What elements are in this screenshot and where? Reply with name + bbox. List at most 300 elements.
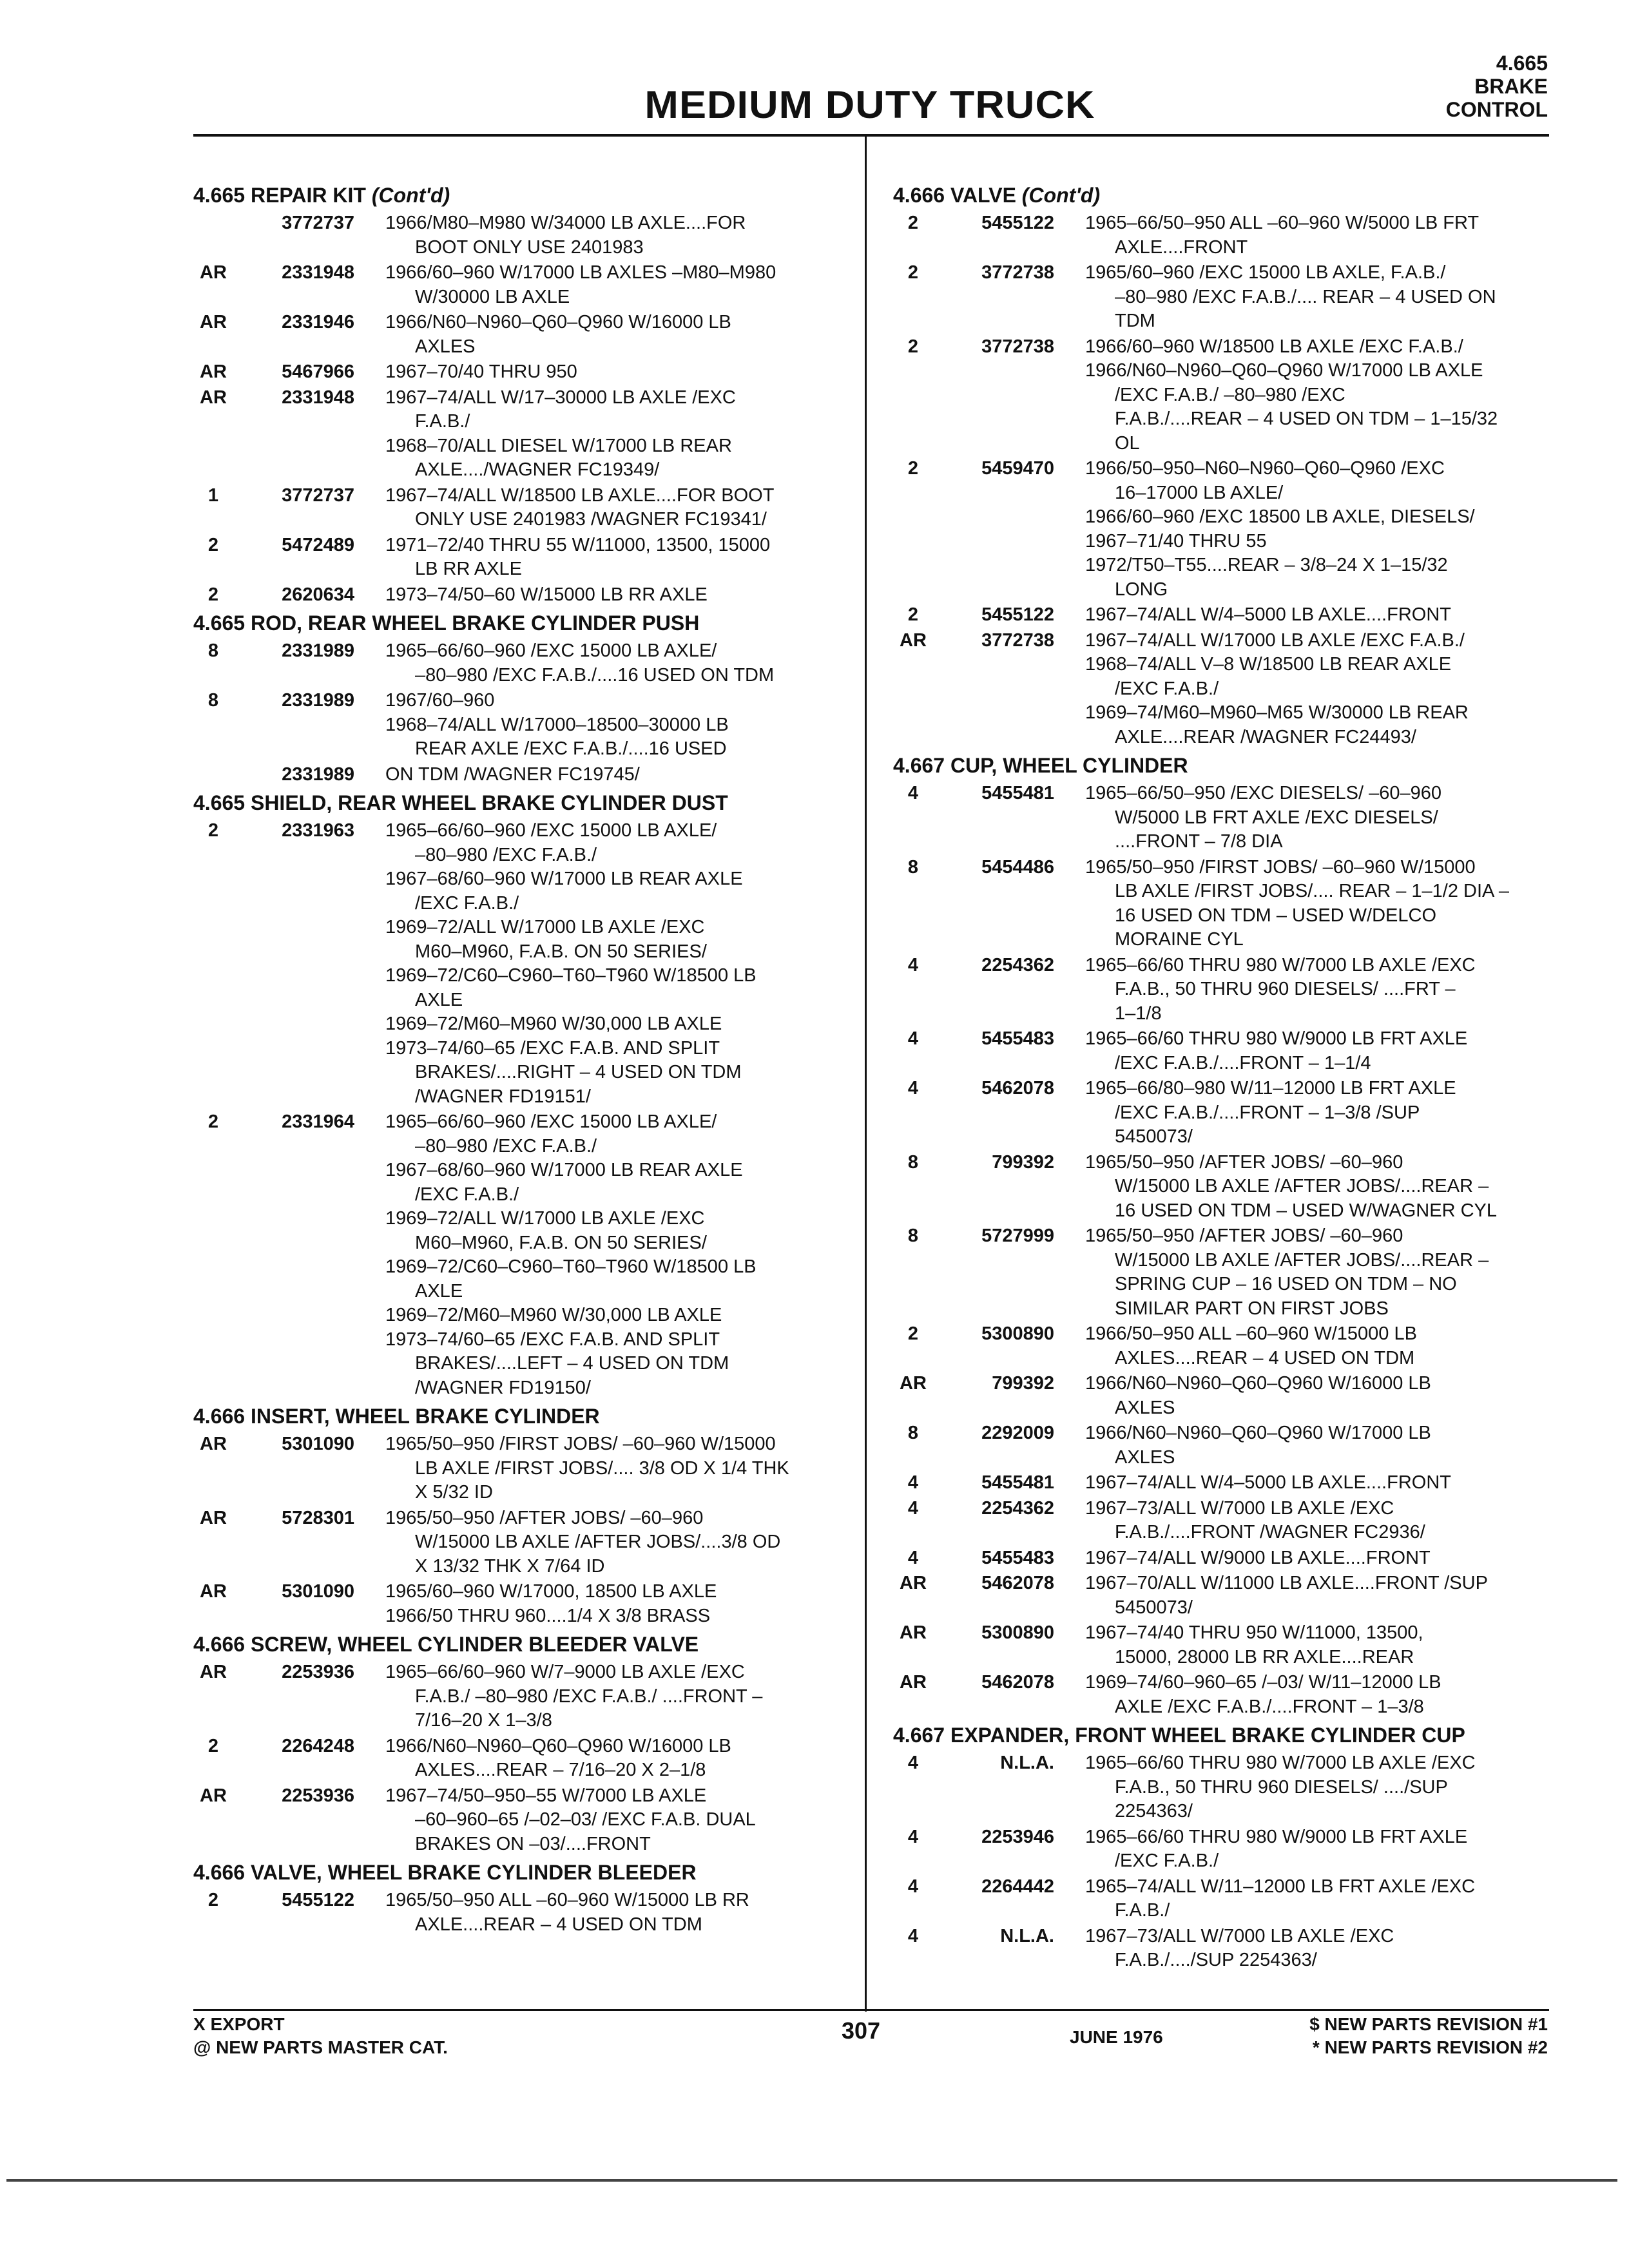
section-heading-text: 4.666 VALVE: [893, 184, 1016, 207]
description-line: 1969–72/ALL W/17000 LB AXLE /EXC: [385, 917, 705, 937]
description-line: 1968–70/ALL DIESEL W/17000 LB REAR: [385, 435, 732, 456]
header-rule: [193, 134, 1549, 137]
description-line: F.A.B./..../SUP 2254363/: [1115, 1950, 1317, 1970]
description-line: 16 USED ON TDM – USED W/DELCO: [1115, 905, 1437, 926]
part-description: [1085, 1825, 1549, 1874]
section-heading-text: 4.666 SCREW, WHEEL CYLINDER BLEEDER VALVE: [193, 1633, 699, 1656]
part-entry: [893, 1751, 1544, 1824]
quantity: AR: [900, 1373, 927, 1394]
description-line: 1965/50–950 /AFTER JOBS/ –60–960: [1085, 1151, 1403, 1173]
description-line: 1973–74/50–60 W/15000 LB RR AXLE: [385, 584, 708, 605]
legend-revision-1: $ NEW PARTS REVISION #1: [1309, 2014, 1548, 2034]
part-description: [1085, 1077, 1549, 1149]
description-line: W/5000 LB FRT AXLE /EXC DIESELS/: [1115, 807, 1438, 828]
quantity: 8: [907, 1225, 919, 1246]
section-heading: [193, 791, 844, 815]
quantity: AR: [200, 361, 227, 382]
description-line: AXLE..../WAGNER FC19349/: [415, 459, 660, 480]
section-heading-text: 4.665 ROD, REAR WHEEL BRAKE CYLINDER PUSH: [193, 611, 700, 635]
quantity: 4: [907, 1547, 919, 1568]
description-line: /WAGNER FD19150/: [415, 1377, 591, 1398]
part-entry: [893, 335, 1544, 456]
part-entry: [893, 629, 1544, 750]
part-number: 5455122: [981, 213, 1054, 233]
section-heading: [193, 611, 844, 635]
section-code: [1446, 52, 1548, 121]
description-line: 1967–74/ALL W/4–5000 LB AXLE....FRONT: [1085, 1472, 1451, 1493]
part-number: 5455481: [981, 783, 1054, 803]
description-line: 1969–72/C60–C960–T60–T960 W/18500 LB: [385, 1256, 757, 1277]
part-entry: [193, 1432, 844, 1505]
description-line: 1965/50–950 /FIRST JOBS/ –60–960 W/15000: [385, 1434, 776, 1454]
quantity: 2: [207, 1735, 219, 1756]
part-number: 5300890: [981, 1622, 1054, 1643]
description-line: 1968–74/ALL W/17000–18500–30000 LB: [385, 714, 729, 735]
quantity: [193, 211, 233, 260]
description-line: 1966/N60–N960–Q60–Q960 W/17000 LB AXLE: [1085, 360, 1483, 381]
section-heading: [193, 1404, 844, 1428]
section-heading: [193, 1860, 844, 1885]
part-entry: [193, 1660, 844, 1733]
page-bottom-rule: [6, 2179, 1617, 2182]
part-entry: [893, 1875, 1544, 1923]
description-line: SIMILAR PART ON FIRST JOBS: [1115, 1298, 1389, 1319]
description-line: 1966/50–950–N60–N960–Q60–Q960 /EXC: [1085, 458, 1445, 479]
part-number: 2253946: [981, 1826, 1054, 1847]
part-number: N.L.A.: [1000, 1753, 1054, 1773]
quantity: AR: [900, 1672, 927, 1693]
description-line: W/15000 LB AXLE /AFTER JOBS/....3/8 OD: [415, 1532, 781, 1552]
part-entry: [893, 1027, 1544, 1075]
description-line: –80–980 /EXC F.A.B./.... REAR – 4 USED ON: [1115, 286, 1496, 307]
description-line: /EXC F.A.B./: [415, 892, 519, 914]
description-line: /EXC F.A.B./: [1115, 678, 1219, 699]
part-number: 5300890: [981, 1323, 1054, 1344]
description-line: 1965/50–950 ALL –60–960 W/15000 LB RR: [385, 1890, 749, 1910]
description-line: X 13/32 THK X 7/64 ID: [415, 1555, 605, 1577]
part-description: [1085, 629, 1549, 750]
description-line: ON TDM /WAGNER FC19745/: [385, 764, 640, 785]
part-number: 5455122: [981, 604, 1054, 625]
quantity: 8: [907, 856, 919, 878]
part-entry: [893, 1825, 1544, 1874]
description-line: 1967–74/ALL W/9000 LB AXLE....FRONT: [1085, 1547, 1431, 1568]
description-line: AXLES....REAR – 4 USED ON TDM: [1115, 1347, 1415, 1369]
part-description: [385, 763, 849, 787]
description-line: 1966/N60–N960–Q60–Q960 W/16000 LB: [385, 1735, 731, 1756]
part-number: 2620634: [282, 584, 354, 605]
part-number: 5455483: [981, 1547, 1054, 1568]
description-line: REAR AXLE /EXC F.A.B./....16 USED: [415, 738, 727, 759]
quantity: [193, 763, 233, 787]
description-line: MORAINE CYL: [1115, 929, 1244, 950]
description-line: 1966/N60–N960–Q60–Q960 W/16000 LB: [1085, 1373, 1431, 1394]
quantity: 8: [907, 1423, 919, 1443]
page-number: 307: [842, 2017, 881, 2044]
description-line: F.A.B./ –80–980 /EXC F.A.B./ ....FRONT –: [415, 1686, 763, 1707]
description-line: /EXC F.A.B./ –80–980 /EXC: [1115, 384, 1345, 405]
part-description: [385, 819, 849, 1109]
section-heading-text: 4.667 EXPANDER, FRONT WHEEL BRAKE CYLINDER CUP: [893, 1724, 1465, 1747]
quantity: AR: [900, 1573, 927, 1593]
description-line: AXLES: [1115, 1446, 1175, 1468]
description-line: 1–1/8: [1115, 1003, 1162, 1024]
description-line: 7/16–20 X 1–3/8: [415, 1710, 552, 1731]
description-line: AXLE: [415, 989, 463, 1010]
part-number: 2253936: [282, 1662, 354, 1682]
section-heading-text: 4.667 CUP, WHEEL CYLINDER: [893, 754, 1188, 777]
description-line: W/15000 LB AXLE /AFTER JOBS/....REAR –: [1115, 1176, 1489, 1196]
part-entry: [893, 1077, 1544, 1149]
description-line: BOOT ONLY USE 2401983: [415, 236, 644, 258]
quantity: 4: [907, 1826, 919, 1847]
part-description: [1085, 457, 1549, 602]
description-line: –80–980 /EXC F.A.B./....16 USED ON TDM: [415, 664, 775, 686]
description-line: 1966/N60–N960–Q60–Q960 W/17000 LB: [1085, 1423, 1431, 1443]
quantity: AR: [900, 629, 927, 651]
part-description: [385, 583, 849, 608]
description-line: LB AXLE /FIRST JOBS/.... 3/8 OD X 1/4 THK: [415, 1457, 789, 1479]
part-number: 2331989: [282, 640, 354, 661]
description-line: /EXC F.A.B./: [1115, 1850, 1219, 1871]
description-line: 1967/60–960: [385, 690, 495, 711]
description-line: 1965–66/60 THRU 980 W/9000 LB FRT AXLE: [1085, 1028, 1468, 1049]
description-line: 2254363/: [1115, 1801, 1193, 1821]
part-entry: [893, 1925, 1544, 1973]
part-number: 3772737: [282, 213, 354, 233]
quantity: AR: [900, 1622, 927, 1643]
part-number: 5472489: [282, 534, 354, 555]
description-line: 1966/50 THRU 960....1/4 X 3/8 BRASS: [385, 1605, 711, 1626]
description-line: F.A.B., 50 THRU 960 DIESELS/ ..../SUP: [1115, 1776, 1448, 1798]
description-line: 1967–74/ALL W/17000 LB AXLE /EXC F.A.B./: [1085, 629, 1465, 651]
description-line: 1965–66/60–960 W/7–9000 LB AXLE /EXC: [385, 1662, 745, 1682]
part-number: 5467966: [282, 361, 354, 382]
description-line: AXLE /EXC F.A.B./....FRONT – 1–3/8: [1115, 1696, 1424, 1717]
part-entry: [893, 1322, 1544, 1370]
footer-legend-right: [1309, 2013, 1548, 2059]
part-number: 2264442: [981, 1876, 1054, 1897]
part-description: [1085, 1471, 1549, 1495]
description-line: LONG: [1115, 579, 1168, 600]
description-line: BRAKES/....RIGHT – 4 USED ON TDM: [415, 1062, 742, 1082]
part-description: [1085, 954, 1549, 1026]
part-number: 2331989: [282, 690, 354, 711]
part-entry: [193, 689, 844, 762]
quantity: 2: [907, 213, 919, 233]
description-line: TDM: [1115, 311, 1155, 331]
description-line: 1965–66/60–960 /EXC 15000 LB AXLE/: [385, 640, 717, 661]
part-entry: [893, 1471, 1544, 1495]
description-line: 16 USED ON TDM – USED W/WAGNER CYL: [1115, 1200, 1497, 1221]
part-description: [1085, 1497, 1549, 1545]
quantity: 2: [907, 262, 919, 283]
description-line: –60–960–65 /–02–03/ /EXC F.A.B. DUAL: [415, 1809, 756, 1830]
description-line: BRAKES ON –03/....FRONT: [415, 1833, 651, 1854]
footer-legend-left: [193, 2013, 448, 2059]
quantity: 8: [907, 1151, 919, 1173]
part-number: 5301090: [282, 1434, 354, 1454]
quantity: 8: [207, 640, 219, 661]
part-description: [1085, 335, 1549, 456]
part-description: [1085, 1671, 1549, 1719]
part-entry: [193, 1506, 844, 1579]
legend-master-cat: @ NEW PARTS MASTER CAT.: [193, 2037, 448, 2057]
description-line: 1967–70/ALL W/11000 LB AXLE....FRONT /SUP: [1085, 1573, 1488, 1593]
part-number: 5462078: [981, 1573, 1054, 1593]
part-entry: [193, 1888, 844, 1937]
quantity: AR: [200, 1785, 227, 1806]
continued-label: (Cont'd): [1021, 184, 1101, 207]
quantity: 4: [907, 1876, 919, 1897]
part-entry: [893, 603, 1544, 628]
part-number: 5459470: [981, 458, 1054, 479]
description-line: F.A.B./....FRONT /WAGNER FC2936/: [1115, 1522, 1425, 1542]
part-number: 2331963: [282, 820, 354, 841]
description-line: 1965/60–960 W/17000, 18500 LB AXLE: [385, 1581, 717, 1602]
part-entry: [893, 782, 1544, 854]
part-entry: [193, 261, 844, 309]
part-description: [385, 211, 849, 260]
part-description: [1085, 1151, 1549, 1224]
part-description: [1085, 1322, 1549, 1370]
description-line: –80–980 /EXC F.A.B./: [415, 1135, 597, 1157]
description-line: 1965/50–950 /AFTER JOBS/ –60–960: [1085, 1225, 1403, 1246]
part-entry: [893, 1671, 1544, 1719]
part-entry: [893, 954, 1544, 1026]
part-number: 5462078: [981, 1672, 1054, 1693]
description-line: M60–M960, F.A.B. ON 50 SERIES/: [415, 941, 707, 962]
quantity: 2: [207, 584, 219, 605]
section-number: 4.665: [1496, 52, 1548, 75]
right-column: [893, 179, 1544, 1974]
description-line: W/30000 LB AXLE: [415, 286, 570, 307]
part-entry: [193, 311, 844, 359]
part-description: [1085, 782, 1549, 854]
description-line: 1968–74/ALL V–8 W/18500 LB REAR AXLE: [1085, 654, 1452, 675]
part-number: 5454486: [981, 856, 1054, 878]
description-line: 15000, 28000 LB RR AXLE....REAR: [1115, 1646, 1414, 1667]
description-line: 1965–66/60–960 /EXC 15000 LB AXLE/: [385, 1111, 717, 1132]
description-line: AXLES: [415, 336, 476, 357]
description-line: AXLE....FRONT: [1115, 236, 1248, 258]
part-description: [1085, 1875, 1549, 1923]
part-description: [385, 1784, 849, 1857]
description-line: LB AXLE /FIRST JOBS/.... REAR – 1–1/2 DIA –: [1115, 881, 1509, 901]
part-description: [1085, 211, 1549, 260]
description-line: 1965/50–950 /AFTER JOBS/ –60–960: [385, 1507, 704, 1528]
quantity: 4: [907, 1078, 919, 1099]
part-number: 2254362: [981, 1497, 1054, 1519]
quantity: 2: [907, 604, 919, 625]
description-line: 1967–74/50–950–55 W/7000 LB AXLE: [385, 1785, 707, 1806]
part-entry: [893, 1546, 1544, 1571]
part-entry: [893, 211, 1544, 260]
description-line: AXLE....REAR – 4 USED ON TDM: [415, 1914, 702, 1935]
part-description: [1085, 1925, 1549, 1973]
description-line: 1969–72/M60–M960 W/30,000 LB AXLE: [385, 1014, 722, 1034]
description-line: /WAGNER FD19151/: [415, 1086, 591, 1107]
part-number: N.L.A.: [1000, 1925, 1054, 1946]
part-number: 3772738: [981, 262, 1054, 283]
part-number: 3772738: [981, 629, 1054, 651]
description-line: 1966/60–960 W/17000 LB AXLES –M80–M980: [385, 262, 776, 283]
part-description: [1085, 1621, 1549, 1669]
quantity: 4: [907, 1472, 919, 1493]
description-line: 1967–68/60–960 W/17000 LB REAR AXLE: [385, 869, 743, 889]
part-entry: [193, 819, 844, 1109]
description-line: AXLE....REAR /WAGNER FC24493/: [1115, 726, 1416, 747]
description-line: 1967–68/60–960 W/17000 LB REAR AXLE: [385, 1160, 743, 1180]
description-line: AXLES: [1115, 1397, 1175, 1418]
section-heading: [893, 753, 1544, 778]
description-line: 1966/50–950 ALL –60–960 W/15000 LB: [1085, 1323, 1417, 1344]
part-entry: [193, 583, 844, 608]
part-description: [385, 360, 849, 385]
description-line: 1973–74/60–65 /EXC F.A.B. AND SPLIT: [385, 1329, 720, 1350]
description-line: 1969–72/M60–M960 W/30,000 LB AXLE: [385, 1305, 722, 1325]
description-line: 1966/N60–N960–Q60–Q960 W/16000 LB: [385, 312, 731, 332]
description-line: –80–980 /EXC F.A.B./: [415, 844, 597, 865]
quantity: AR: [200, 1662, 227, 1682]
quantity: 2: [207, 1890, 219, 1910]
part-entry: [193, 639, 844, 687]
page-title: MEDIUM DUTY TRUCK: [644, 83, 1095, 126]
description-line: X 5/32 ID: [415, 1482, 493, 1503]
legend-revision-2: * NEW PARTS REVISION #2: [1312, 2037, 1548, 2057]
description-line: 1965–74/ALL W/11–12000 LB FRT AXLE /EXC: [1085, 1876, 1476, 1897]
quantity: 2: [207, 820, 219, 841]
description-line: 1965–66/60 THRU 980 W/7000 LB AXLE /EXC: [1085, 1753, 1476, 1773]
description-line: 1965–66/50–950 /EXC DIESELS/ –60–960: [1085, 783, 1442, 803]
part-description: [385, 1888, 849, 1937]
part-description: [1085, 1751, 1549, 1824]
part-entry: [193, 1110, 844, 1400]
description-line: F.A.B., 50 THRU 960 DIESELS/ ....FRT –: [1115, 979, 1456, 999]
section-heading: [893, 183, 1544, 207]
description-line: 1966/60–960 /EXC 18500 LB AXLE, DIESELS/: [1085, 506, 1475, 527]
part-entry: [893, 856, 1544, 952]
part-description: [1085, 1372, 1549, 1420]
publication-date: JUNE 1976: [1070, 2027, 1163, 2047]
part-description: [1085, 603, 1549, 628]
part-description: [385, 1506, 849, 1579]
description-line: 1965–66/60 THRU 980 W/7000 LB AXLE /EXC: [1085, 954, 1476, 975]
part-description: [385, 1110, 849, 1400]
left-column: [193, 179, 844, 1938]
description-line: /EXC F.A.B./....FRONT – 1–1/4: [1115, 1052, 1371, 1073]
description-line: 1966/M80–M980 W/34000 LB AXLE....FOR: [385, 213, 746, 233]
part-number: 2253936: [282, 1785, 354, 1806]
description-line: SPRING CUP – 16 USED ON TDM – NO: [1115, 1274, 1457, 1294]
part-entry: [193, 763, 844, 787]
part-description: [1085, 1546, 1549, 1571]
part-entry: [193, 533, 844, 582]
part-number: 5727999: [981, 1225, 1054, 1246]
description-line: M60–M960, F.A.B. ON 50 SERIES/: [415, 1232, 707, 1253]
description-line: 1965–66/60–960 /EXC 15000 LB AXLE/: [385, 820, 717, 841]
description-line: F.A.B./....REAR – 4 USED ON TDM – 1–15/32: [1115, 408, 1498, 429]
part-entry: [893, 457, 1544, 602]
description-line: 1972/T50–T55....REAR – 3/8–24 X 1–15/32: [1085, 555, 1448, 575]
quantity: 8: [207, 690, 219, 711]
part-entry: [193, 1735, 844, 1783]
footer-rule: [193, 2009, 1549, 2011]
description-line: AXLE: [415, 1280, 463, 1302]
part-entry: [193, 484, 844, 532]
part-entry: [193, 1580, 844, 1628]
part-number: 2331946: [282, 312, 354, 332]
part-description: [1085, 856, 1549, 952]
description-line: 1966/60–960 W/18500 LB AXLE /EXC F.A.B./: [1085, 336, 1463, 357]
part-number: 2264248: [282, 1735, 354, 1756]
column-divider: [865, 137, 867, 2012]
part-description: [1085, 1027, 1549, 1075]
part-description: [385, 533, 849, 582]
description-line: AXLES....REAR – 7/16–20 X 2–1/8: [415, 1760, 706, 1780]
description-line: 1967–74/40 THRU 950 W/11000, 13500,: [1085, 1622, 1423, 1643]
part-entry: [893, 1421, 1544, 1470]
description-line: 1965–66/50–950 ALL –60–960 W/5000 LB FRT: [1085, 213, 1480, 233]
description-line: F.A.B./: [1115, 1900, 1170, 1921]
section-group: BRAKE: [1474, 75, 1548, 98]
quantity: 2: [907, 458, 919, 479]
description-line: 1969–72/ALL W/17000 LB AXLE /EXC: [385, 1208, 705, 1229]
quantity: 2: [207, 534, 219, 555]
part-entry: [193, 360, 844, 385]
description-line: 1967–73/ALL W/7000 LB AXLE /EXC: [1085, 1497, 1394, 1519]
description-line: 1967–73/ALL W/7000 LB AXLE /EXC: [1085, 1925, 1394, 1946]
section-heading-text: 4.666 VALVE, WHEEL BRAKE CYLINDER BLEEDER: [193, 1861, 697, 1884]
part-entry: [893, 1571, 1544, 1620]
part-description: [385, 386, 849, 483]
description-line: W/15000 LB AXLE /AFTER JOBS/....REAR –: [1115, 1249, 1489, 1271]
part-entry: [893, 1621, 1544, 1669]
quantity: 1: [207, 485, 219, 506]
description-line: OL: [1115, 432, 1140, 454]
quantity: 4: [907, 954, 919, 975]
part-number: 2254362: [981, 954, 1054, 975]
legend-export: X EXPORT: [193, 2014, 285, 2034]
description-line: 1967–74/ALL W/17–30000 LB AXLE /EXC: [385, 387, 736, 408]
part-number: 2331948: [282, 262, 354, 283]
description-line: 1973–74/60–65 /EXC F.A.B. AND SPLIT: [385, 1037, 720, 1059]
quantity: AR: [200, 1507, 227, 1528]
part-number: 2292009: [981, 1423, 1054, 1443]
quantity: AR: [200, 1434, 227, 1454]
quantity: 4: [907, 1925, 919, 1946]
part-description: [1085, 1571, 1549, 1620]
part-number: 3772737: [282, 485, 354, 506]
section-subgroup: CONTROL: [1445, 98, 1548, 121]
description-line: 1971–72/40 THRU 55 W/11000, 13500, 15000: [385, 534, 771, 555]
part-number: 5455483: [981, 1028, 1054, 1049]
description-line: F.A.B./: [415, 411, 470, 432]
part-description: [385, 689, 849, 762]
part-number: 5301090: [282, 1581, 354, 1602]
part-number: 799392: [992, 1151, 1054, 1173]
quantity: 4: [907, 783, 919, 803]
part-entry: [893, 1224, 1544, 1321]
part-description: [385, 311, 849, 359]
part-description: [385, 1660, 849, 1733]
part-number: 2331948: [282, 387, 354, 408]
part-description: [1085, 1224, 1549, 1321]
description-line: 5450073/: [1115, 1126, 1193, 1147]
quantity: 4: [907, 1753, 919, 1773]
part-description: [1085, 261, 1549, 334]
part-description: [385, 639, 849, 687]
